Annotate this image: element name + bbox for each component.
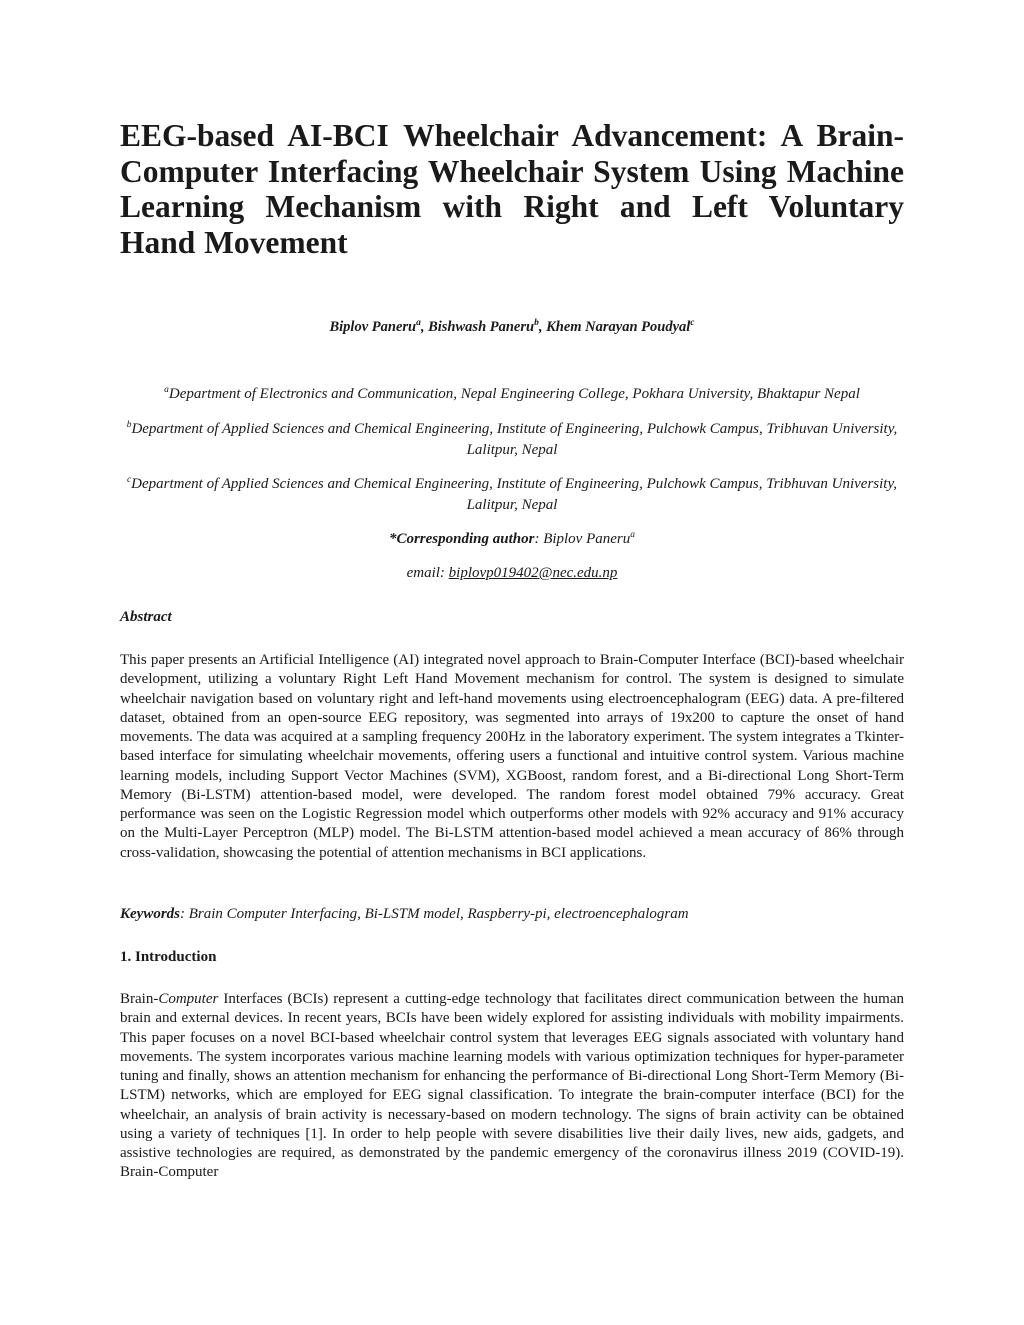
- author-name: Khem Narayan Poudyal: [546, 319, 691, 335]
- corresponding-author-mark: a: [630, 530, 636, 540]
- email-line: [120, 563, 904, 584]
- affiliation-a: [120, 384, 904, 405]
- corresponding-author-name: Biplov Paneru: [543, 531, 631, 547]
- paper-title: EEG-based AI-BCI Wheelchair Advancement: A Brain-Computer Interfacing Wheelchair System Using Machine Learning Mechanism with Right and Left Voluntary Hand Movement: [120, 118, 904, 260]
- author-name: Bishwash Paneru: [428, 319, 535, 335]
- corresponding-author: [120, 529, 904, 550]
- author-affiliation-mark: a: [416, 318, 421, 329]
- introduction-text: [120, 990, 904, 1183]
- affiliation-text: Department of Applied Sciences and Chemical Engineering, Institute of Engineering, Pulchowk Campus, Tribhuvan University, Lalitpur, Nepal: [131, 421, 898, 458]
- abstract-text: This paper presents an Artificial Intelligence (AI) integrated novel approach to Brain-Computer Interface (BCI)-based wheelchair development, utilizing a voluntary Right Left Hand Movement mechanism for control. The system is designed to simulate wheelchair navigation based on voluntary right and left-hand movements using electroencephalogram (EEG) data. A pre-filtered dataset, obtained from an open-source EEG repository, was segmented into arrays of 19x200 to capture the onset of hand movements. The data was acquired at a sampling frequency 200Hz in the laboratory experiment. The system integrates a Tkinter-based interface for simulating wheelchair movements, offering users a functional and intuitive control system. Various machine learning models, including Support Vector Machines (SVM), XGBoost, random forest, and a Bi-directional Long Short-Term Memory (Bi-LSTM) attention-based model, were developed. The random forest model obtained 79% accuracy. Great performance was seen on the Logistic Regression model which outperforms other models with 92% accuracy and 91% accuracy on the Multi-Layer Perceptron (MLP) model. The Bi-LSTM attention-based model achieved a mean accuracy of 86% through cross-validation, showcasing the potential of attention mechanisms in BCI applications.: [120, 652, 904, 861]
- corresponding-author-separator: :: [534, 531, 544, 547]
- introduction-first-word-italic: Computer: [158, 991, 219, 1007]
- introduction-body: Interfaces (BCIs) represent a cutting-edge technology that facilitates direct communication between the human brain and external devices. In recent years, BCIs have been widely explored for assisting individuals with mobility impairments. This paper focuses on a novel BCI-based wheelchair control system that leverages EEG signals associated with voluntary hand movements. The system incorporates various machine learning models with various optimization techniques for hyper-parameter tuning and finally, shows an attention mechanism for enhancing the performance of Bi-directional Long Short-Term Memory (Bi-LSTM) networks, which are employed for EEG signal classification. To integrate the brain-computer interface (BCI) for the wheelchair, an analysis of brain activity is necessary-based on modern technology. The signs of brain activity can be obtained using a variety of techniques [1]. In order to help people with severe disabilities live their daily lives, new aids, gadgets, and assistive technologies are required, as demonstrated by the pandemic emergency of the coronavirus illness 2019 (COVID-19). Brain-Computer: [120, 991, 904, 1181]
- author-separator: ,: [420, 319, 429, 335]
- author-affiliation-mark: c: [690, 318, 695, 329]
- keywords-line: [120, 904, 904, 924]
- email-label: email:: [406, 565, 449, 581]
- introduction-first-word-start: Brain-: [120, 991, 159, 1007]
- affiliation-mark: c: [126, 475, 132, 485]
- corresponding-author-label: *Corresponding author: [388, 531, 535, 547]
- author-separator: ,: [538, 319, 547, 335]
- abstract-heading: Abstract: [120, 609, 172, 625]
- email-link[interactable]: biplovp019402@nec.edu.np: [448, 565, 618, 581]
- affiliation-text: Department of Electronics and Communication, Nepal Engineering College, Pokhara University, Bhaktapur Nepal: [168, 386, 860, 402]
- affiliation-b: [120, 419, 904, 461]
- affiliation-text: Department of Applied Sciences and Chemical Engineering, Institute of Engineering, Pulchowk Campus, Tribhuvan University, Lalitpur, Nepal: [131, 476, 898, 513]
- author-affiliation-mark: b: [534, 318, 539, 329]
- affiliation-mark: a: [164, 385, 169, 395]
- section-heading-introduction: 1. Introduction: [120, 949, 217, 965]
- keywords-separator: :: [180, 906, 189, 922]
- keywords-text: Brain Computer Interfacing, Bi-LSTM model, Raspberry-pi, electroencephalogram: [188, 906, 689, 922]
- author-name: Biplov Paneru: [329, 319, 417, 335]
- keywords-label: Keywords: [120, 906, 180, 922]
- author-list: [120, 317, 904, 337]
- affiliation-c: [120, 474, 904, 516]
- affiliation-mark: b: [126, 420, 132, 430]
